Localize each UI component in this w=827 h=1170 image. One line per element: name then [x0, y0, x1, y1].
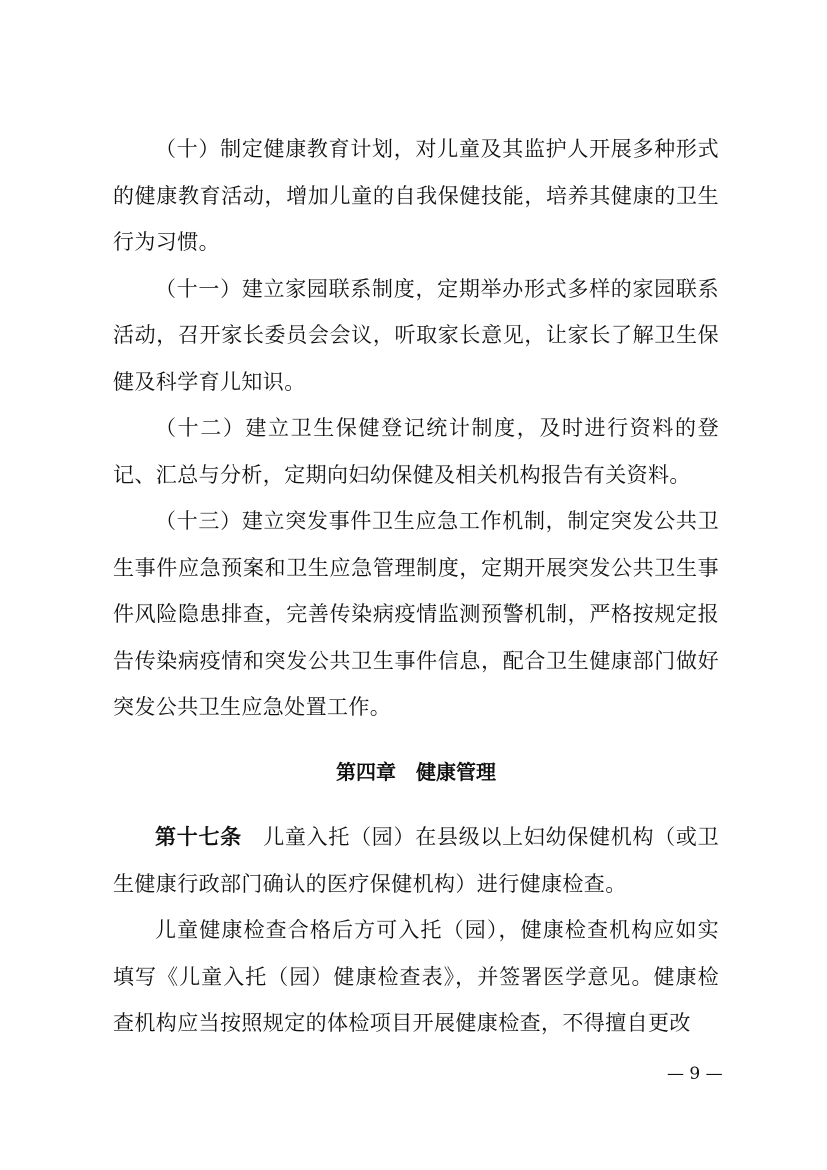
- paragraph-13: （十三）建立突发事件卫生应急工作机制，制定突发公共卫生事件应急预案和卫生应急管理制度，定期开展突发公共卫生事件风险隐患排查，完善传染病疫情监测预警机制，严格按规定报告传染病疫情和突发公共卫生事件信息，配合卫生健康部门做好突发公共卫生应急处置工作。: [113, 509, 719, 719]
- paragraph-10: （十）制定健康教育计划，对儿童及其监护人开展多种形式的健康教育活动，增加儿童的自我保健技能，培养其健康的卫生行为习惯。: [113, 137, 719, 254]
- paragraph-12: （十二）建立卫生保健登记统计制度，及时进行资料的登记、汇总与分析，定期向妇幼保健及相关机构报告有关资料。: [113, 416, 719, 487]
- article-body: 儿童入托（园）在县级以上妇幼保健机构（或卫生健康行政部门确认的医疗保健机构）进行健康检查。: [113, 825, 719, 896]
- paragraph-health-check: 儿童健康检查合格后方可入托（园），健康检查机构应如实填写《儿童入托（园）健康检查表》，并签署医学意见。健康检查机构应当按照规定的体检项目开展健康检查，不得擅自更改: [113, 918, 719, 1035]
- document-page: [113, 126, 719, 1035]
- chapter-body: [113, 814, 719, 1047]
- article-17: [113, 814, 719, 907]
- paragraph-11: （十一）建立家园联系制度，定期举办形式多样的家园联系活动，召开家长委员会会议，听取家长意见，让家长了解卫生保健及科学育儿知识。: [113, 276, 719, 394]
- page-number: — 9 —: [667, 1064, 723, 1084]
- chapter-title: 健康管理: [416, 760, 496, 784]
- chapter-heading: [113, 756, 719, 785]
- chapter-number: 第四章: [336, 760, 396, 784]
- article-heading: 第十七条: [155, 825, 242, 849]
